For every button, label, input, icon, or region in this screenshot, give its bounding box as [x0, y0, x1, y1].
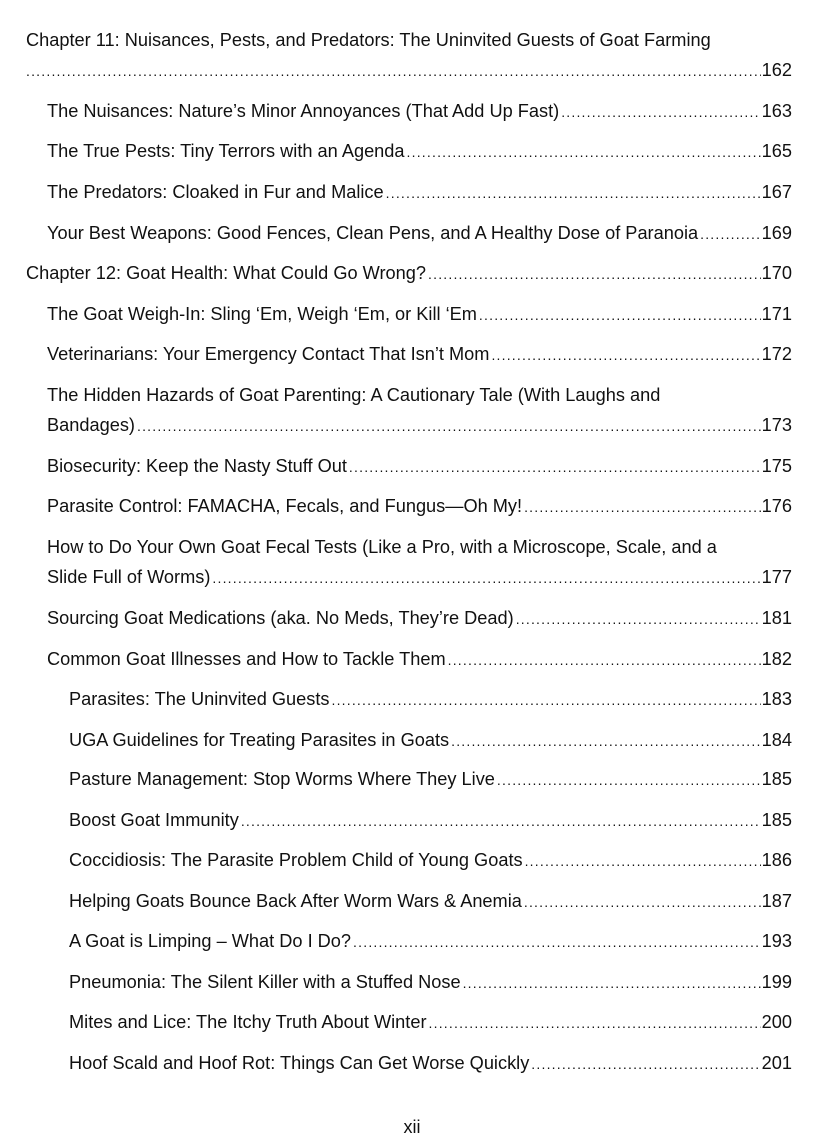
toc-entry-title: Veterinarians: Your Emergency Contact That Isn’t Mom: [47, 339, 491, 369]
toc-entry-title: The Nuisances: Nature’s Minor Annoyances (That Add Up Fast): [47, 96, 561, 126]
toc-entry-title: The Predators: Cloaked in Fur and Malice: [47, 177, 386, 207]
toc-entry-title: Parasites: The Uninvited Guests: [69, 684, 331, 714]
dot-leader: [137, 411, 761, 441]
dot-leader: [463, 968, 761, 998]
toc-entry-page: 169: [761, 223, 792, 243]
toc-entry-title: Hoof Scald and Hoof Rot: Things Can Get Worse Quickly: [69, 1048, 531, 1078]
toc-entry-page: 172: [761, 344, 792, 364]
toc-entry-title: Boost Goat Immunity: [69, 805, 241, 835]
toc-entry-page: 185: [761, 769, 792, 789]
dot-leader: [386, 178, 761, 208]
dot-leader: [700, 219, 761, 249]
toc-entry-page: 181: [761, 608, 792, 628]
dot-leader: [429, 1008, 761, 1038]
toc-entry-title: Pneumonia: The Silent Killer with a Stuffed Nose: [69, 967, 463, 997]
toc-entry-page: 182: [761, 649, 792, 669]
toc-entry-title: Your Best Weapons: Good Fences, Clean Pens, and A Healthy Dose of Paranoia: [47, 218, 700, 248]
toc-entry[interactable]: [47, 491, 792, 522]
dot-leader: [497, 765, 761, 795]
toc-entry-title: The True Pests: Tiny Terrors with an Agenda: [47, 136, 407, 166]
toc-entry-title: The Hidden Hazards of Goat Parenting: A Cautionary Tale (With Laughs and: [47, 385, 661, 405]
dot-leader: [428, 259, 761, 289]
toc-entry-page: 200: [761, 1012, 792, 1032]
toc-entry[interactable]: [69, 886, 792, 917]
toc-entry-page: 199: [761, 972, 792, 992]
toc-entry-page: 173: [761, 415, 792, 435]
toc-entry[interactable]: [47, 451, 792, 482]
toc-entry-title-continued: Bandages): [47, 410, 137, 440]
toc-entry-title: Helping Goats Bounce Back After Worm Wars & Anemia: [69, 886, 524, 916]
toc-entry-title: Coccidiosis: The Parasite Problem Child of Young Goats: [69, 845, 525, 875]
toc-entry-title: Parasite Control: FAMACHA, Fecals, and Fungus—Oh My!: [47, 491, 524, 521]
toc-entry-page: 170: [761, 263, 792, 283]
toc-entry-title: Mites and Lice: The Itchy Truth About Winter: [69, 1007, 429, 1037]
toc-entry[interactable]: [47, 299, 792, 330]
toc-entry-page: 162: [761, 60, 792, 80]
toc-entry-page: 177: [761, 567, 792, 587]
page-number-footer: xii: [403, 1117, 421, 1137]
dot-leader: [524, 887, 761, 917]
toc-entry-title-continued: Slide Full of Worms): [47, 562, 212, 592]
dot-leader: [524, 492, 761, 522]
toc-entry-page: 175: [761, 456, 792, 476]
toc-entry-chapter-11[interactable]: [26, 25, 792, 86]
toc-entry[interactable]: [47, 96, 792, 127]
toc-entry-page: 163: [761, 101, 792, 121]
toc-entry-title: How to Do Your Own Goat Fecal Tests (Like a Pro, with a Microscope, Scale, and a: [47, 537, 717, 557]
dot-leader: [212, 563, 760, 593]
toc-entry-title: Chapter 11: Nuisances, Pests, and Predators: The Uninvited Guests of Goat Farming: [26, 30, 711, 50]
dot-leader: [525, 846, 761, 876]
dot-leader: [26, 56, 761, 86]
toc-entry-page: 183: [761, 689, 792, 709]
dot-leader: [516, 604, 761, 634]
toc-entry[interactable]: [47, 644, 792, 675]
toc-entry[interactable]: [69, 805, 792, 836]
dot-leader: [451, 726, 761, 756]
toc-entry[interactable]: [69, 845, 792, 876]
toc-entry[interactable]: [47, 136, 792, 167]
toc-entry-page: 185: [761, 810, 792, 830]
dot-leader: [407, 137, 761, 167]
toc-entry[interactable]: [69, 1048, 792, 1079]
toc-entry-title: Sourcing Goat Medications (aka. No Meds, They’re Dead): [47, 603, 516, 633]
toc-entry-title: Common Goat Illnesses and How to Tackle Them: [47, 644, 448, 674]
toc-entry[interactable]: [69, 725, 792, 756]
dot-leader: [241, 806, 761, 836]
dot-leader: [448, 645, 761, 675]
toc-entry-page: 176: [761, 496, 792, 516]
toc-entry-title: Biosecurity: Keep the Nasty Stuff Out: [47, 451, 349, 481]
toc-entry[interactable]: [47, 603, 792, 634]
toc-entry-page: 171: [761, 304, 792, 324]
toc-entry-chapter-12[interactable]: [26, 258, 792, 289]
toc-entry-page: 167: [761, 182, 792, 202]
toc-entry-page: 184: [761, 730, 792, 750]
toc-entry[interactable]: [47, 380, 792, 441]
dot-leader: [479, 300, 761, 330]
toc-entry[interactable]: [69, 1007, 792, 1038]
dot-leader: [331, 685, 760, 715]
dot-leader: [349, 452, 761, 482]
toc-entry[interactable]: [47, 339, 792, 370]
toc-entry[interactable]: [47, 177, 792, 208]
dot-leader: [353, 927, 761, 957]
toc-entry-title: UGA Guidelines for Treating Parasites in Goats: [69, 725, 451, 755]
toc-entry[interactable]: [47, 218, 792, 249]
toc-entry-page: 193: [761, 931, 792, 951]
toc-entry[interactable]: [69, 967, 792, 998]
toc-entry-title: Chapter 12: Goat Health: What Could Go Wrong?: [26, 258, 428, 288]
toc-entry-page: 165: [761, 141, 792, 161]
toc-entry-page: 186: [761, 850, 792, 870]
toc-entry[interactable]: [69, 684, 792, 715]
toc-entry[interactable]: [47, 532, 792, 593]
toc-entry-title: A Goat is Limping – What Do I Do?: [69, 926, 353, 956]
toc-entry[interactable]: [69, 764, 792, 795]
toc-entry-page: 187: [761, 891, 792, 911]
toc-entry[interactable]: [69, 926, 792, 957]
toc-entry-title: The Goat Weigh-In: Sling ‘Em, Weigh ‘Em, or Kill ‘Em: [47, 299, 479, 329]
dot-leader: [561, 97, 760, 127]
toc-entry-page: 201: [761, 1053, 792, 1073]
dot-leader: [491, 340, 760, 370]
toc-entry-title: Pasture Management: Stop Worms Where They Live: [69, 764, 497, 794]
dot-leader: [531, 1049, 760, 1079]
